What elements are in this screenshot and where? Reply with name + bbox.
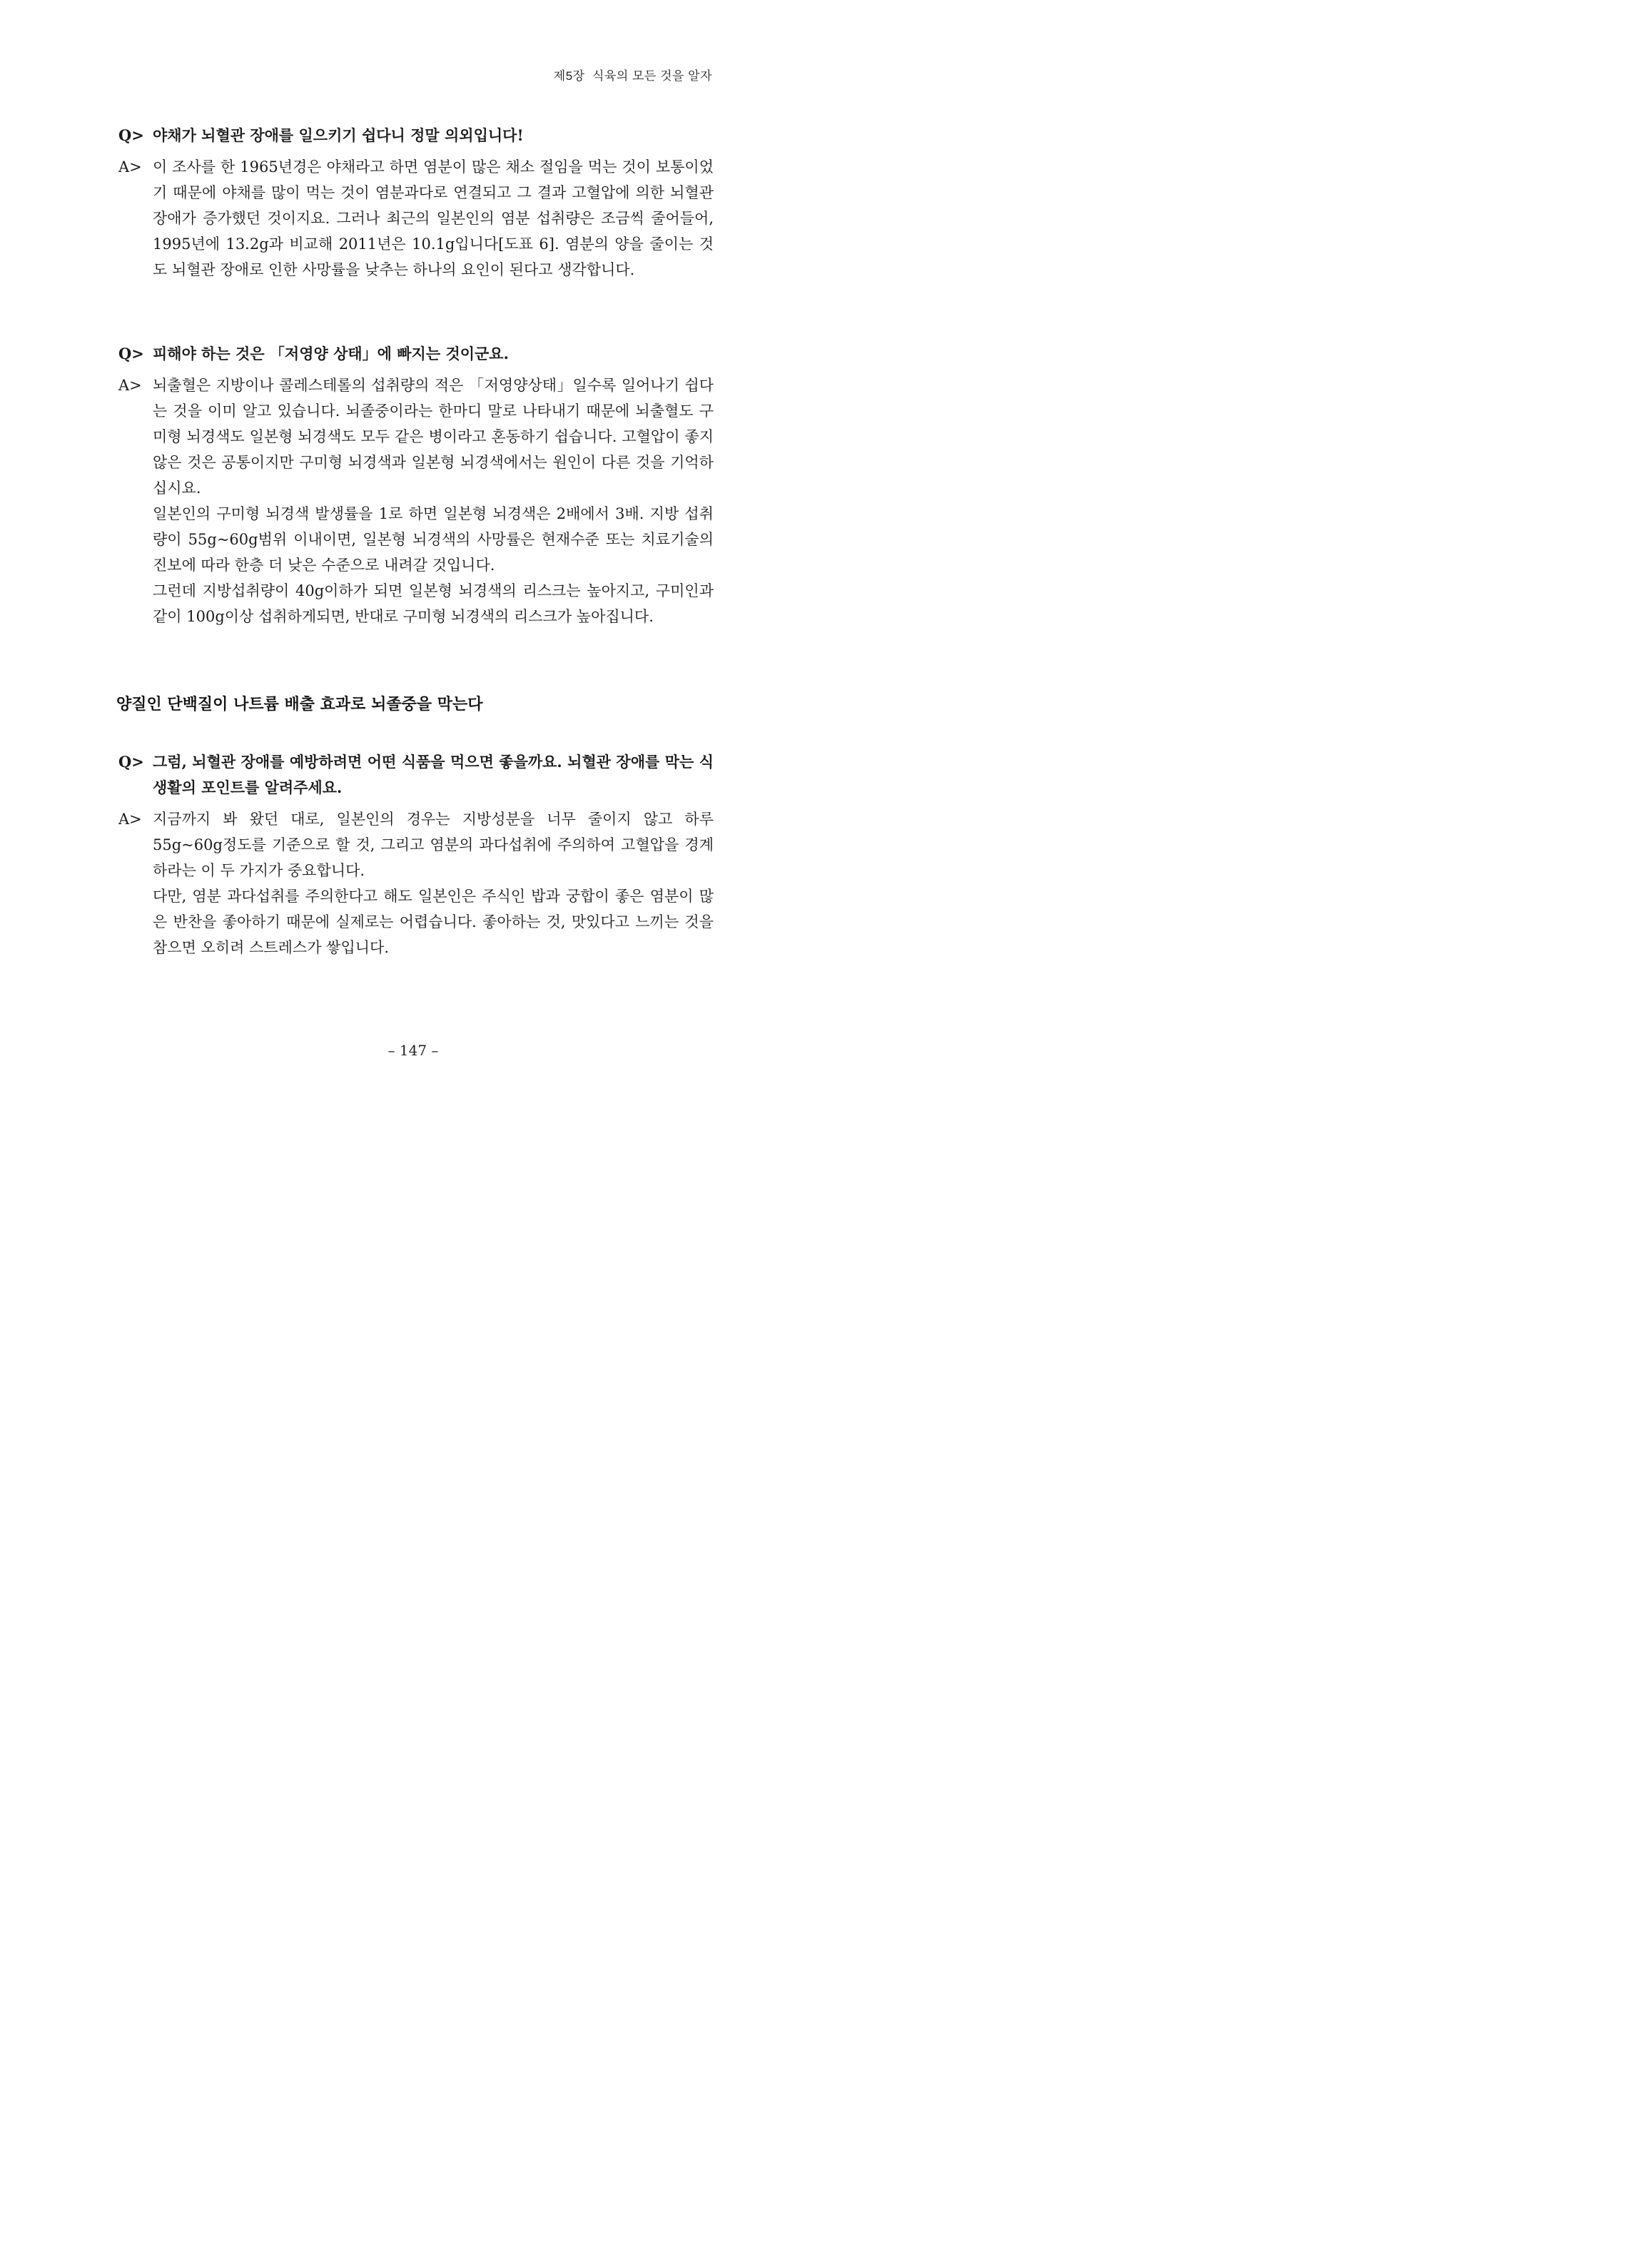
question-marker: Q> <box>118 345 144 362</box>
question <box>118 341 714 367</box>
question-text: 그럼, 뇌혈관 장애를 예방하려면 어떤 식품을 먹으면 좋을까요. 뇌혈관 장애를 막는 식생활의 포인트를 알려주세요. <box>153 753 714 796</box>
section-heading: 양질인 단백질이 나트륨 배출 효과로 뇌졸중을 막는다 <box>116 696 483 714</box>
answer-paragraph: 그런데 지방섭취량이 40g이하가 되면 일본형 뇌경색의 리스크는 높아지고, 구미인과 같이 100g이상 섭취하게되면, 반대로 구미형 뇌경색의 리스크가 높아집니다. <box>153 582 714 625</box>
question <box>118 123 714 148</box>
answer-marker: A> <box>118 158 142 176</box>
question-text: 야채가 뇌혈관 장애를 일으키기 쉽다니 정말 의외입니다! <box>153 126 524 144</box>
question-marker: Q> <box>118 753 144 771</box>
answer-paragraph: 지금까지 봐 왔던 대로, 일본인의 경우는 지방성분을 너무 줄이지 않고 하루 55g~60g정도를 기준으로 할 것, 그리고 염분의 과다섭취에 주의하여 고혈압을 경계하라는 이 두 가지가 중요합니다. <box>153 811 714 879</box>
answer-marker: A> <box>118 811 142 828</box>
answer-paragraph: 이 조사를 한 1965년경은 야채라고 하면 염분이 많은 채소 절임을 먹는 것이 보통이었기 때문에 야채를 많이 먹는 것이 염분과다로 연결되고 그 결과 고혈압에 의한 뇌혈관 장애가 증가했던 것이지요. 그러나 최근의 일본인의 염분 섭취량은 조금씩 줄어들어, 1995년에 13.2g과 비교해 2011년은 10.1g입니다[도표 6]. 염분의 양을 줄이는 것도 뇌혈관 장애로 인한 사망률을 낮추는 하나의 요인이 된다고 생각합니다. <box>153 158 714 278</box>
answer <box>118 806 714 960</box>
answer-paragraph: 다만, 염분 과다섭취를 주의한다고 해도 일본인은 주식인 밥과 궁합이 좋은 염분이 많은 반찬을 좋아하기 때문에 실제로는 어렵습니다. 좋아하는 것, 맛있다고 느끼는 것을 참으면 오히려 스트레스가 쌓입니다. <box>153 888 714 956</box>
answer-paragraph: 일본인의 구미형 뇌경색 발생률을 1로 하면 일본형 뇌경색은 2배에서 3배. 지방 섭취량이 55g~60g범위 이내이면, 일본형 뇌경색의 사망률은 현재수준 또는 치료기술의 진보에 따라 한층 더 낮은 수준으로 내려갈 것입니다. <box>153 505 714 574</box>
qa-block-prevention <box>118 749 714 960</box>
answer-marker: A> <box>118 377 142 394</box>
page-number: – 147 – <box>387 1042 439 1059</box>
running-header: 제5장 식육의 모든 것을 알자 <box>553 69 712 83</box>
answer <box>118 154 714 283</box>
qa-block-malnutrition <box>118 341 714 629</box>
answer-paragraph: 뇌출혈은 지방이나 콜레스테롤의 섭취량의 적은 「저영양상태」일수록 일어나기 쉽다는 것을 이미 알고 있습니다. 뇌졸중이라는 한마디 말로 나타내기 때문에 뇌출혈도 구미형 뇌경색도 일본형 뇌경색도 모두 같은 병이라고 혼동하기 쉽습니다. 고혈압이 좋지 않은 것은 공통이지만 구미형 뇌경색과 일본형 뇌경색에서는 원인이 다른 것을 기억하십시요. <box>153 377 714 497</box>
answer <box>118 372 714 629</box>
question-text: 피해야 하는 것은 「저영양 상태」에 빠지는 것이군요. <box>153 345 509 362</box>
qa-block-salt <box>118 123 714 283</box>
document-page <box>0 0 826 1121</box>
question-marker: Q> <box>118 126 144 144</box>
question <box>118 749 714 801</box>
